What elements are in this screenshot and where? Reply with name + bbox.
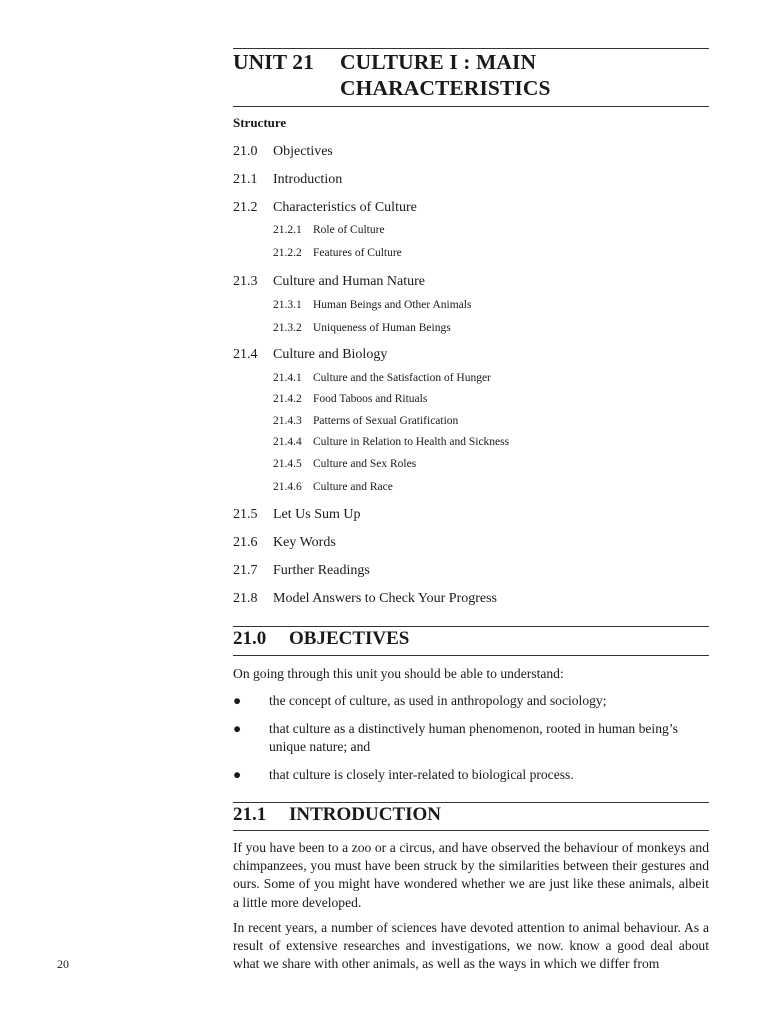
section-number: 21.0 — [233, 628, 267, 649]
toc-subitem — [273, 481, 393, 493]
toc-item — [233, 591, 497, 607]
toc-item-number: 21.5 — [233, 507, 258, 522]
toc-item-number: 21.3 — [233, 274, 258, 289]
toc-subitem-title: Patterns of Sexual Gratification — [313, 415, 459, 427]
objectives-top-rule — [233, 626, 709, 627]
bullet-icon: ● — [233, 721, 242, 736]
structure-label: Structure — [233, 115, 287, 130]
toc-item-title: Further Readings — [273, 563, 370, 578]
toc-item-title: Characteristics of Culture — [273, 200, 417, 215]
toc-subitem — [273, 299, 471, 311]
toc-item — [233, 507, 361, 523]
objective-text: the concept of culture, as used in anthropology and sociology; — [269, 693, 607, 708]
introduction-paragraph: If you have been to a zoo or a circus, and have observed the behaviour of monkeys and chimpanzees, you must have been struck by the similarities between their gestures and ours. Some of you might have wondered whether we are just like these animals, albeit a little more developed. — [233, 840, 709, 910]
toc-item — [233, 563, 370, 579]
toc-subitem-title: Human Beings and Other Animals — [313, 299, 472, 311]
bullet-icon: ● — [233, 767, 242, 782]
toc-subitem-title: Features of Culture — [313, 247, 402, 259]
toc-subitem — [273, 415, 458, 427]
toc-subitem — [273, 436, 509, 448]
toc-item-number: 21.4 — [233, 347, 258, 362]
toc-subitem-number: 21.4.1 — [273, 372, 302, 384]
toc-item-title: Let Us Sum Up — [273, 507, 361, 522]
introduction-top-rule — [233, 802, 709, 803]
toc-item-number: 21.6 — [233, 535, 258, 550]
toc-subitem — [273, 458, 416, 470]
toc-subitem-number: 21.4.2 — [273, 393, 302, 405]
section-number: 21.1 — [233, 804, 267, 825]
introduction-bottom-rule — [233, 830, 709, 831]
toc-subitem — [273, 393, 427, 405]
section-title: INTRODUCTION — [289, 804, 442, 825]
toc-item — [233, 535, 336, 551]
toc-subitem-number: 21.2.2 — [273, 247, 302, 259]
toc-item — [233, 274, 425, 290]
toc-item-title: Objectives — [273, 144, 333, 159]
toc-item — [233, 172, 342, 188]
page-number: 20 — [57, 957, 69, 971]
toc-item-title: Introduction — [273, 172, 343, 187]
toc-subitem-title: Culture in Relation to Health and Sickness — [313, 436, 510, 448]
introduction-paragraph: In recent years, a number of sciences have devoted attention to animal behaviour. As a result of extensive researches and investigations, we now. know a good deal about what we share with other animals, as well as the ways in which we differ from — [233, 920, 709, 972]
toc-subitem — [273, 247, 402, 259]
toc-item-number: 21.1 — [233, 172, 258, 187]
toc-subitem-number: 21.4.4 — [273, 436, 302, 448]
toc-item-title: Culture and Biology — [273, 347, 388, 362]
toc-subitem-title: Culture and Race — [313, 481, 393, 493]
toc-subitem-title: Food Taboos and Rituals — [313, 393, 428, 405]
unit-number: UNIT 21 — [233, 50, 314, 74]
objectives-bottom-rule — [233, 655, 709, 656]
toc-subitem-number: 21.4.3 — [273, 415, 302, 427]
toc-subitem-title: Culture and the Satisfaction of Hunger — [313, 372, 491, 384]
section-title: OBJECTIVES — [289, 628, 410, 649]
toc-subitem-title: Role of Culture — [313, 224, 385, 236]
toc-item — [233, 200, 417, 216]
toc-subitem-number: 21.3.2 — [273, 322, 302, 334]
toc-item-title: Model Answers to Check Your Progress — [273, 591, 497, 606]
objective-text: that culture is closely inter-related to biological process. — [269, 767, 574, 782]
toc-subitem-title: Uniqueness of Human Beings — [313, 322, 451, 334]
toc-item-title: Key Words — [273, 535, 336, 550]
toc-subitem-title: Culture and Sex Roles — [313, 458, 417, 470]
toc-item-number: 21.8 — [233, 591, 258, 606]
toc-item-title: Culture and Human Nature — [273, 274, 426, 289]
title-top-rule — [233, 48, 709, 49]
toc-subitem — [273, 322, 451, 334]
title-bottom-rule — [233, 106, 709, 107]
toc-item-number: 21.2 — [233, 200, 258, 215]
toc-item — [233, 347, 387, 363]
toc-item — [233, 144, 333, 160]
introduction-heading — [233, 804, 441, 826]
objectives-heading — [233, 628, 409, 650]
toc-subitem-number: 21.4.6 — [273, 481, 302, 493]
toc-subitem-number: 21.4.5 — [273, 458, 302, 470]
toc-subitem-number: 21.2.1 — [273, 224, 302, 236]
unit-title-line-1: CULTURE I : MAIN — [340, 50, 537, 74]
toc-subitem — [273, 372, 491, 384]
unit-title-line-2: CHARACTERISTICS — [340, 76, 551, 100]
toc-subitem-number: 21.3.1 — [273, 299, 302, 311]
toc-subitem — [273, 224, 385, 236]
objective-text: that culture as a distinctively human phenomenon, rooted in human being’s unique nature; and — [269, 721, 678, 755]
toc-item-number: 21.7 — [233, 563, 258, 578]
objectives-intro: On going through this unit you should be able to understand: — [233, 666, 564, 681]
toc-item-number: 21.0 — [233, 144, 258, 159]
bullet-icon: ● — [233, 693, 242, 708]
